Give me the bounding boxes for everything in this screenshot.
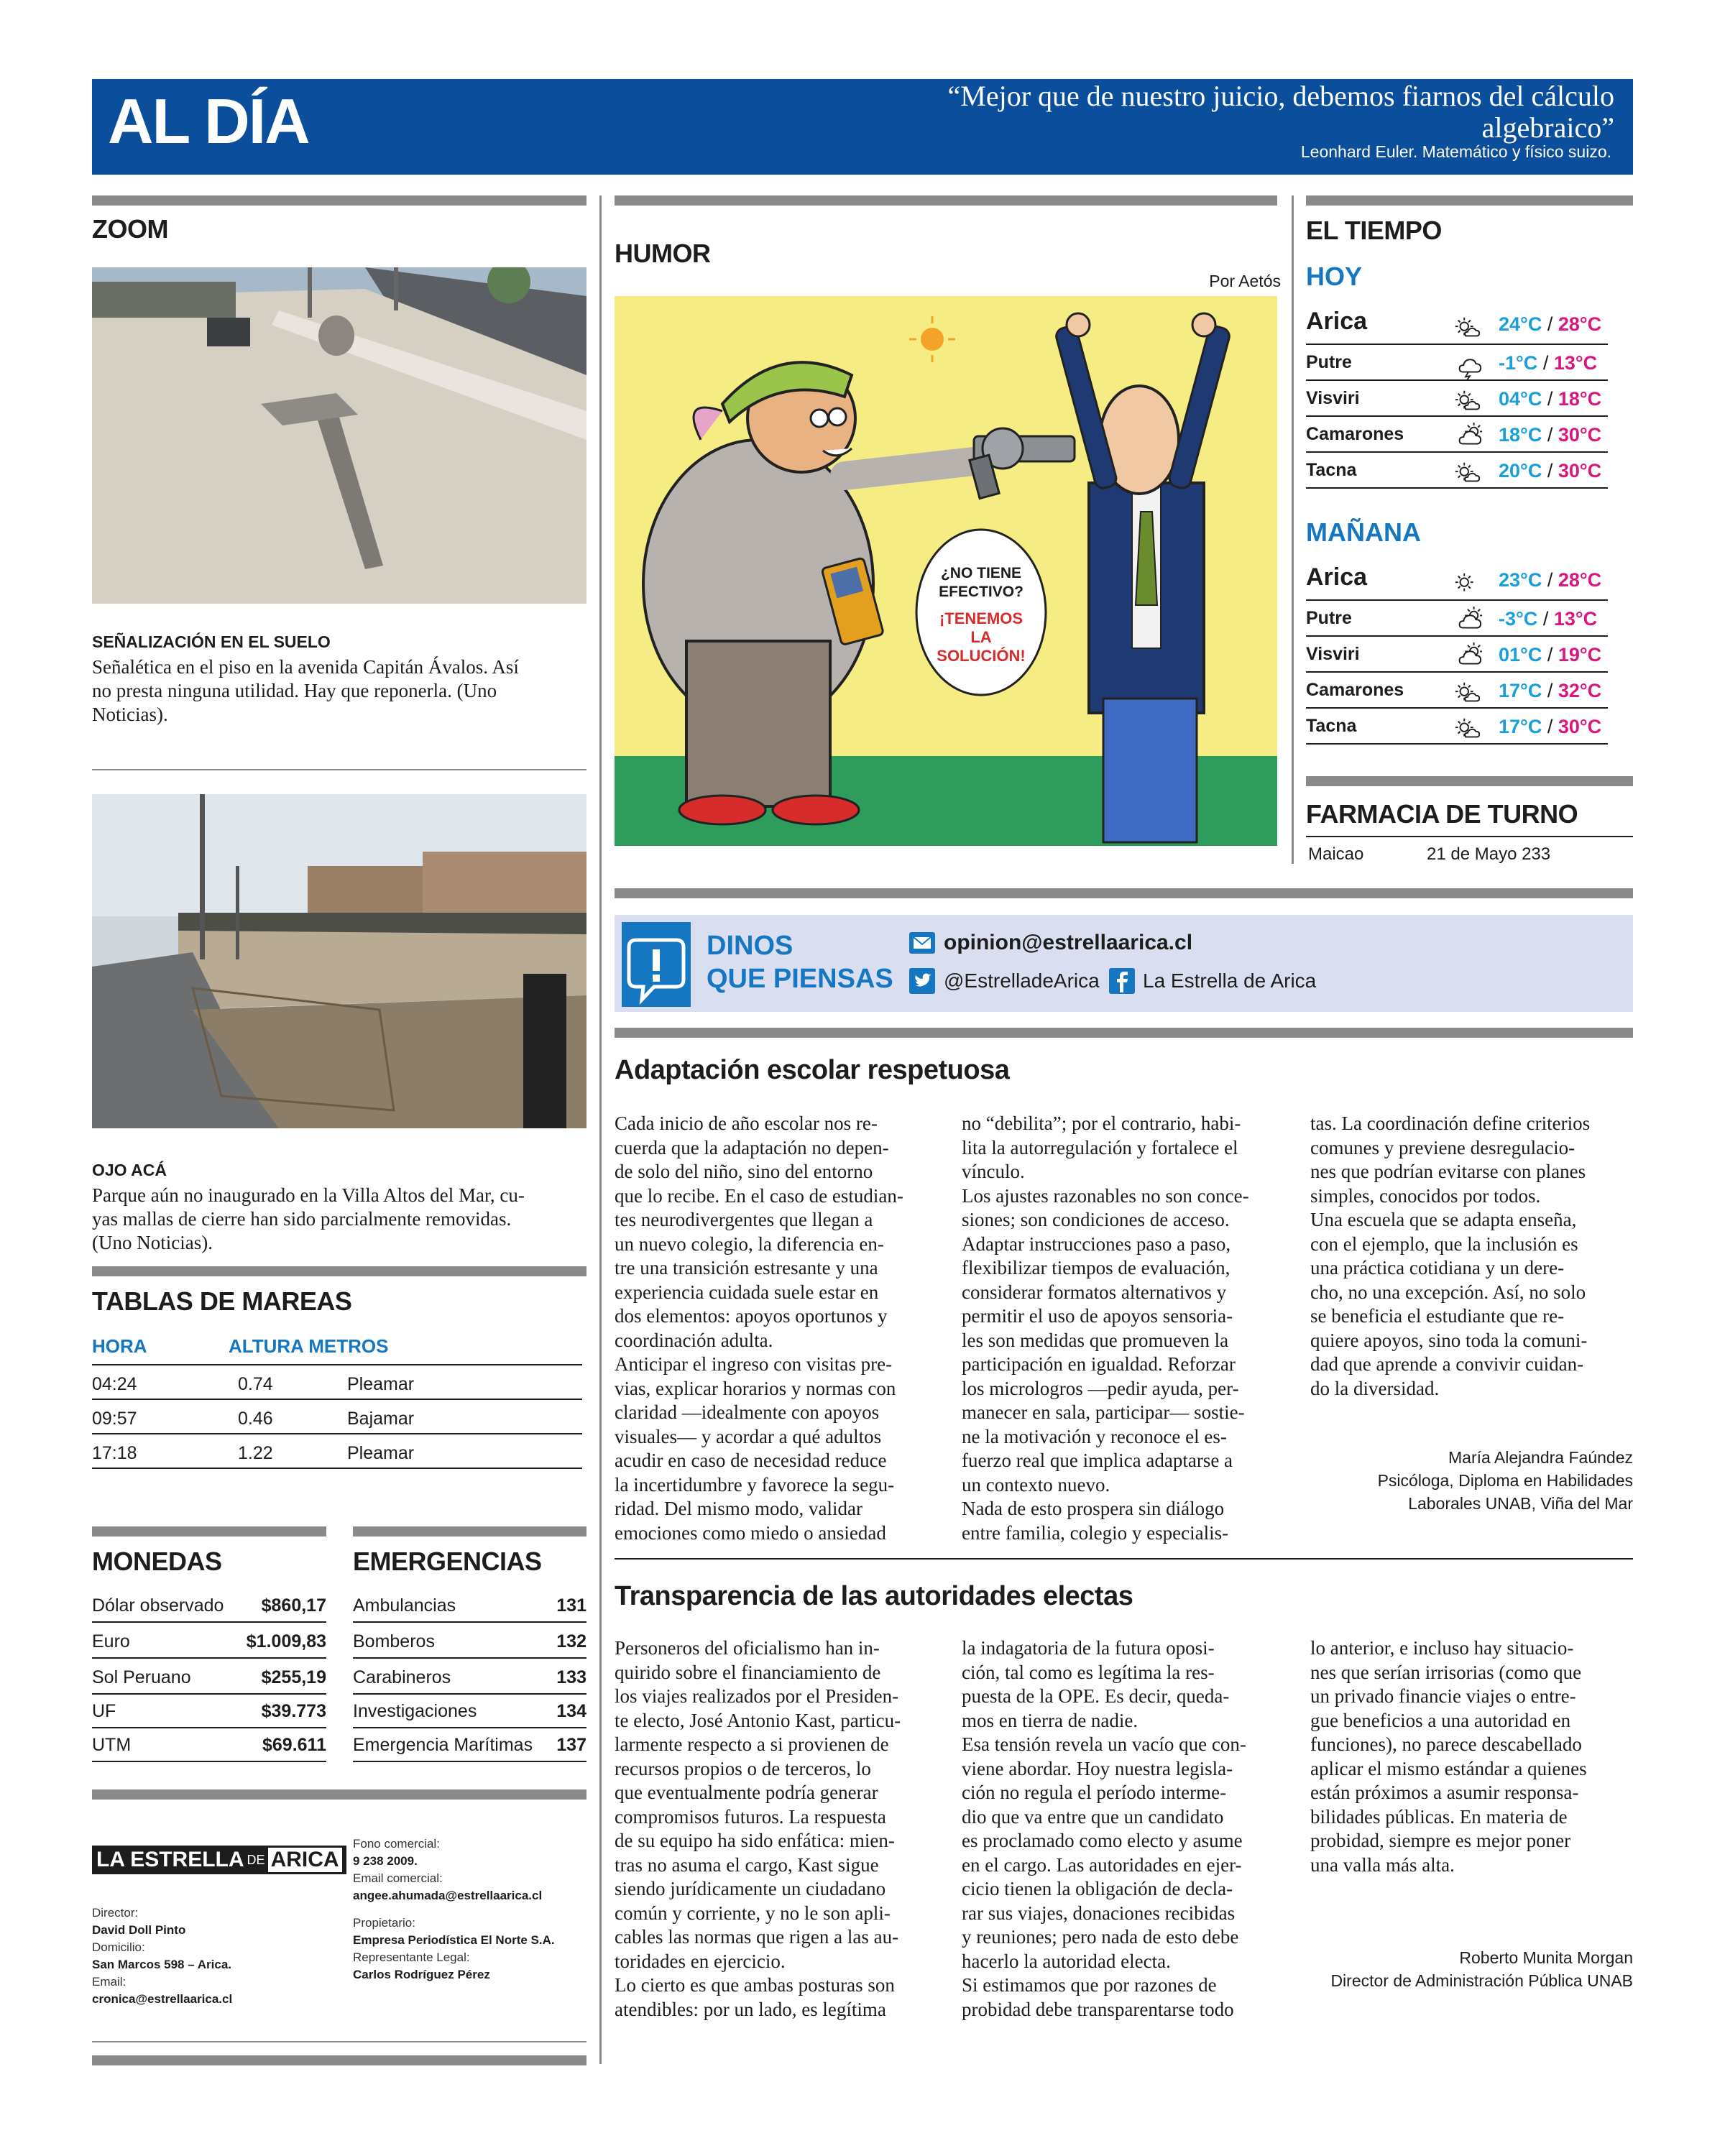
- humor-cartoon: [615, 296, 1277, 846]
- weather-city: Putre: [1306, 352, 1352, 372]
- dinos-heading: [707, 929, 893, 995]
- weather-today-label: HOY: [1306, 262, 1363, 291]
- dinos-facebook[interactable]: La Estrella de Arica: [1143, 969, 1317, 992]
- tide-type: Bajamar: [347, 1409, 415, 1429]
- contact-banner: [615, 915, 1633, 1012]
- author-name: Roberto Munita Morgan: [1459, 1948, 1633, 1967]
- bubble-text: SOLUCIÓN!: [937, 647, 1026, 665]
- weather-row: [1306, 637, 1608, 673]
- article1-title: Adaptación escolar respetuosa: [615, 1055, 1010, 1085]
- weather-city: Camarones: [1306, 424, 1404, 444]
- photo2-caption: [92, 1184, 586, 1255]
- weather-city: Putre: [1306, 608, 1352, 628]
- currency-value: $69.611: [262, 1735, 326, 1755]
- weather-city: Camarones: [1306, 680, 1404, 700]
- article1-byline: [1378, 1446, 1633, 1515]
- photo-fallen-sign: [92, 267, 586, 604]
- sun-cloud-icon: [1453, 313, 1482, 339]
- temp-min: 17°C: [1499, 716, 1542, 737]
- emergencies-title: EMERGENCIAS: [353, 1547, 542, 1576]
- weather-city: Arica: [1306, 308, 1368, 335]
- pharmacy-name: Maicao: [1308, 844, 1364, 864]
- currency-name: UF: [92, 1701, 116, 1721]
- mail-icon: [909, 932, 935, 954]
- phone: 9 238 2009.: [353, 1854, 418, 1868]
- section-bar: [92, 1526, 326, 1537]
- section-bar: [353, 1526, 586, 1537]
- logo-text: DE: [247, 1852, 265, 1867]
- tide-time: 04:24: [92, 1374, 137, 1394]
- currency-name: Dólar observado: [92, 1595, 224, 1616]
- temp-max: 13°C: [1553, 352, 1598, 374]
- photo-park-fence: [92, 794, 586, 1128]
- weather-row: [1306, 453, 1608, 489]
- email: cronica@estrellaarica.cl: [92, 1992, 233, 2006]
- article2-col3: lo anterior, e incluso hay situacio- nes que serían irrisorias (como que un privado financie viajes o entre- gue beneficios a una autoridad en funciones), no parece descabellado aplicar el mismo estándar a quienes están próximos a asumir responsa- bilidades públicas. En materia de probidad, siempre es mejor poner una valla más alta.: [1310, 1637, 1587, 1876]
- weather-temps: 01°C / 19°C: [1499, 644, 1602, 665]
- tide-height: 0.74: [238, 1374, 273, 1394]
- temp-max: 32°C: [1558, 680, 1602, 701]
- temp-max: 28°C: [1558, 569, 1602, 591]
- author-name: María Alejandra Faúndez: [1448, 1448, 1633, 1467]
- pharmacy-title: FARMACIA DE TURNO: [1306, 799, 1578, 829]
- bubble-text: ¿NO TIENE: [940, 565, 1022, 581]
- temp-min: 17°C: [1499, 680, 1542, 701]
- section-bar: [92, 2055, 586, 2065]
- section-bar: [1306, 195, 1633, 206]
- cloud-sun-icon: [1453, 607, 1482, 632]
- commercial-email: angee.ahumada@estrellaarica.cl: [353, 1889, 543, 1902]
- label: Director:: [92, 1906, 139, 1920]
- tide-type: Pleamar: [347, 1443, 415, 1463]
- article2-col2: la indagatoria de la futura oposi- ción, tal como es legítima la res- puesta de la OPE. Es decir, queda- mos en tierra de nadie. Esa tensión revela un vacío que con- viene abordar. Hoy nuestra legisla- ción no regula el período interme- dio que va entre que un candidato es proclamado como electo y asume en el cargo. Las autoridades en ejer- cicio tienen la obligación de decla- rar sus viajes, donaciones recibidas y reuniones; pero nada de esto debe hacerlo la autoridad electa. Si estimamos que por razones de probidad debe transparentarse todo: [962, 1637, 1246, 2020]
- article2-title: Transparencia de las autoridades electas: [615, 1581, 1133, 1611]
- section-bar: [615, 195, 1277, 206]
- tide-height: 0.46: [238, 1409, 273, 1429]
- speech-bubble: [916, 530, 1046, 695]
- section-header: [92, 79, 1633, 175]
- weather-row: [1306, 417, 1608, 453]
- bubble-text: LA: [970, 628, 992, 646]
- emergency-number: 131: [556, 1595, 586, 1616]
- tide-row: [92, 1436, 582, 1469]
- temp-min: 24°C: [1499, 313, 1542, 335]
- article2-col1: Personeros del oficialismo han in- quirido sobre el financiamiento de los viajes realizados por el Presiden- te electo, José Antonio Kast, particu- larmente respecto a si provienen de recursos propios o de terceros, lo que eventualmente podría generar compromisos futuros. La respuesta de su equipo ha sido enfática: mien- tras no asuma el cargo, Kast sigue siendo jurídicamente un ciudadano común y corriente, y no le son apli- cables las normas que rigen a las au- toridades en ejercicio. Lo cierto es que ambas posturas son atendibles: por un lado, es legítima: [615, 1637, 901, 2020]
- temp-max: 18°C: [1558, 388, 1602, 410]
- weather-temps: 04°C / 18°C: [1499, 388, 1602, 410]
- tides-title: TABLAS DE MAREAS: [92, 1286, 352, 1316]
- emergency-name: Emergencia Marítimas: [353, 1735, 533, 1755]
- photo1-caption: [92, 655, 586, 727]
- weather-temps: 18°C / 30°C: [1499, 424, 1602, 446]
- weather-row: [1306, 709, 1608, 745]
- weather-temps: 23°C / 28°C: [1499, 569, 1602, 591]
- twitter-icon: [909, 968, 935, 994]
- tide-time: 09:57: [92, 1409, 137, 1429]
- tide-time: 17:18: [92, 1443, 137, 1463]
- temp-min: 18°C: [1499, 424, 1542, 446]
- emergency-number: 134: [556, 1701, 586, 1721]
- currency-name: Euro: [92, 1631, 130, 1651]
- weather-city: Visviri: [1306, 644, 1360, 664]
- weather-city: Arica: [1306, 563, 1368, 591]
- column-divider: [599, 195, 602, 2064]
- director: David Doll Pinto: [92, 1923, 186, 1937]
- owner: Empresa Periodística El Norte S.A.: [353, 1933, 555, 1947]
- temp-max: 30°C: [1558, 460, 1602, 482]
- dinos-heading-line: DINOS: [707, 931, 794, 961]
- divider: [1306, 836, 1633, 837]
- tide-type: Pleamar: [347, 1374, 415, 1394]
- sun-cloud-icon: [1453, 678, 1482, 704]
- weather-temps: 24°C / 28°C: [1499, 313, 1602, 335]
- emergency-row: [353, 1624, 586, 1659]
- tide-row: [92, 1367, 582, 1400]
- divider: [615, 1558, 1633, 1560]
- cloud-sun-icon: [1453, 423, 1482, 448]
- emergency-row: [353, 1660, 586, 1695]
- tide-row: [92, 1401, 582, 1434]
- currency-row: [92, 1694, 326, 1728]
- tide-height: 1.22: [238, 1443, 273, 1463]
- weather-temps: 17°C / 32°C: [1499, 680, 1602, 701]
- label: Email:: [92, 1975, 126, 1989]
- label: Fono comercial:: [353, 1837, 440, 1851]
- section-bar: [615, 1028, 1633, 1038]
- emergency-row: [353, 1588, 586, 1623]
- weather-tomorrow-label: MAÑANA: [1306, 517, 1421, 547]
- quote-line: algebraico”: [1481, 111, 1614, 144]
- weather-city: Tacna: [1306, 460, 1357, 480]
- newspaper-logo: [92, 1846, 346, 1874]
- temp-min: -1°C: [1499, 352, 1538, 374]
- bubble-text: EFECTIVO?: [939, 584, 1024, 600]
- caption-line: yas mallas de cierre han sido parcialmente removidas.: [92, 1208, 512, 1230]
- header-quote: [824, 80, 1614, 144]
- currency-value: $1.009,83: [246, 1631, 326, 1651]
- currency-value: $860,17: [261, 1595, 326, 1616]
- caption-line: Señalética en el piso en la avenida Capitán Ávalos. Así: [92, 656, 519, 678]
- humor-title: HUMOR: [615, 239, 711, 268]
- temp-max: 28°C: [1558, 313, 1602, 335]
- temp-min: 23°C: [1499, 569, 1542, 591]
- sun-icon: [1453, 569, 1482, 595]
- temp-min: 20°C: [1499, 460, 1542, 482]
- section-bar: [92, 195, 586, 206]
- column-divider: [1292, 195, 1294, 864]
- weather-row: [1306, 345, 1608, 381]
- caption-line: no presta ninguna utilidad. Hay que reponerla. (Uno: [92, 680, 497, 701]
- section-bar: [1306, 776, 1633, 786]
- tides-col-altura: ALTURA METROS: [229, 1335, 389, 1357]
- label: Propietario:: [353, 1916, 415, 1930]
- article2-byline: [1330, 1946, 1633, 1992]
- quote-author: Leonhard Euler. Matemático y físico suizo.: [1300, 142, 1611, 161]
- caption-line: Parque aún no inaugurado en la Villa Altos del Mar, cu-: [92, 1184, 525, 1206]
- sun-cloud-icon: [1453, 387, 1482, 413]
- weather-row: [1306, 601, 1608, 637]
- caption-line: Noticias).: [92, 704, 168, 725]
- section-bar: [615, 888, 1633, 898]
- weather-temps: 17°C / 30°C: [1499, 716, 1602, 737]
- emergency-name: Investigaciones: [353, 1701, 477, 1721]
- weather-temps: 20°C / 30°C: [1499, 460, 1602, 482]
- weather-city: Tacna: [1306, 716, 1357, 736]
- photo2-caption-title: OJO ACÁ: [92, 1161, 167, 1179]
- caption-line: (Uno Noticias).: [92, 1232, 213, 1253]
- cloud-sun-icon: [1453, 642, 1482, 668]
- section-bar: [92, 1266, 586, 1276]
- emergency-row: [353, 1728, 586, 1762]
- emergency-name: Ambulancias: [353, 1595, 456, 1616]
- sun-cloud-icon: [1453, 459, 1482, 484]
- divider: [92, 1364, 582, 1365]
- emergency-name: Carabineros: [353, 1667, 451, 1687]
- author-role: Laborales UNAB, Viña del Mar: [1408, 1494, 1633, 1513]
- currency-value: $255,19: [261, 1667, 326, 1687]
- currency-row: [92, 1624, 326, 1659]
- currency-name: Sol Peruano: [92, 1667, 191, 1687]
- emergency-number: 137: [556, 1735, 586, 1755]
- weather-city: Visviri: [1306, 388, 1360, 408]
- temp-min: -3°C: [1499, 608, 1538, 630]
- logo-text: ARICA: [268, 1848, 342, 1872]
- weather-row: [1306, 303, 1608, 345]
- weather-temps: -1°C / 13°C: [1499, 352, 1598, 374]
- cloud-storm-icon: [1453, 351, 1482, 377]
- section-title: AL DÍA: [108, 86, 309, 157]
- currency-row: [92, 1660, 326, 1695]
- article1-col2: no “debilita”; por el contrario, habi- lita la autorregulación y fortalece el vínculo. Los ajustes razonables no son conce- siones; son condiciones de acceso. Adaptar instrucciones paso a paso, flexibilizar tiempos de evaluación, considerar formatos alternativos y permitir el uso de apoyos sensoria- les son medidas que promueven la participación en igualdad. Reforzar los micrologros —pedir ayuda, per- manecer en sala, participar— sostie- ne la motivación y reconoce el es- fuerzo real que implica adaptarse a un contexto nuevo. Nada de esto prospera sin diálogo entre familia, colegio y especialis-: [962, 1112, 1249, 1544]
- dinos-email[interactable]: opinion@estrellaarica.cl: [944, 931, 1193, 954]
- facebook-icon: [1109, 968, 1135, 994]
- legal-rep: Carlos Rodríguez Pérez: [353, 1968, 490, 1981]
- article1-col3: tas. La coordinación define criterios comunes y previene desregulacio- nes que podrían evitarse con planes simples, conocidos por todos. Una escuela que se adapta enseña, con el ejemplo, que la inclusión es una práctica cotidiana y un dere- cho, no una excepción. Así, no solo se beneficia el estudiante que re- quiere apoyos, sino toda la comuni- dad que aprende a convivir cuidan- do la diversidad.: [1310, 1112, 1591, 1399]
- masthead-right: [353, 1835, 555, 1984]
- currency-name: UTM: [92, 1735, 132, 1755]
- humor-author: Por Aetós: [1209, 272, 1281, 290]
- logo-text: LA ESTRELLA: [96, 1848, 244, 1871]
- weather-temps: -3°C / 13°C: [1499, 608, 1598, 630]
- label: Representante Legal:: [353, 1950, 470, 1964]
- sun-cloud-icon: [1453, 714, 1482, 740]
- currency-value: $39.773: [261, 1701, 326, 1721]
- label: Domicilio:: [92, 1940, 145, 1954]
- currency-row: [92, 1588, 326, 1623]
- zoom-title: ZOOM: [92, 214, 168, 244]
- temp-min: 01°C: [1499, 644, 1542, 665]
- quote-line: “Mejor que de nuestro juicio, debemos fiarnos del cálculo: [947, 80, 1614, 112]
- currencies-title: MONEDAS: [92, 1547, 222, 1576]
- pharmacy-address: 21 de Mayo 233: [1427, 844, 1551, 864]
- temp-max: 30°C: [1558, 716, 1602, 737]
- photo1-caption-title: SEÑALIZACIÓN EN EL SUELO: [92, 632, 331, 651]
- weather-row: [1306, 381, 1608, 417]
- emergency-name: Bomberos: [353, 1631, 435, 1651]
- dinos-twitter[interactable]: @EstrelladeArica: [944, 969, 1100, 992]
- article1-col1: Cada inicio de año escolar nos re- cuerda que la adaptación no depen- de solo del niño, sino del entorno que lo recibe. En el caso de estudian- tes neurodivergentes que llegan a un nuevo colegio, la diferencia en- tre una transición estresante y una experiencia cuidada suele estar en dos elementos: apoyos oportunos y coordinación adulta. Anticipar el ingreso con visitas pre- vias, explicar horarios y normas con claridad —idealmente con apoyos visuales— y acordar a qué adultos acudir en caso de necesidad reduce la incertidumbre y favorece la segu- ridad. Del mismo modo, validar emociones como miedo o ansiedad: [615, 1112, 903, 1544]
- alert-icon: [622, 922, 691, 1007]
- weather-row: [1306, 559, 1608, 601]
- divider: [92, 769, 586, 770]
- emergency-number: 133: [556, 1667, 586, 1687]
- temp-max: 30°C: [1558, 424, 1602, 446]
- bubble-text: ¡TENEMOS: [939, 609, 1024, 627]
- weather-row: [1306, 673, 1608, 709]
- currency-row: [92, 1728, 326, 1762]
- label: Email comercial:: [353, 1871, 443, 1885]
- author-role: Director de Administración Pública UNAB: [1330, 1971, 1633, 1990]
- emergency-row: [353, 1694, 586, 1728]
- temp-max: 19°C: [1558, 644, 1602, 665]
- tides-col-hora: HORA: [92, 1335, 147, 1357]
- emergency-number: 132: [556, 1631, 586, 1651]
- address: San Marcos 598 – Arica.: [92, 1958, 232, 1971]
- divider: [92, 2041, 586, 2042]
- weather-title: EL TIEMPO: [1306, 216, 1442, 245]
- masthead-left: [92, 1904, 232, 2008]
- temp-max: 13°C: [1553, 608, 1598, 630]
- dinos-heading-line: QUE PIENSAS: [707, 964, 893, 994]
- section-bar: [92, 1789, 586, 1800]
- temp-min: 04°C: [1499, 388, 1542, 410]
- author-role: Psicóloga, Diploma en Habilidades: [1377, 1471, 1633, 1490]
